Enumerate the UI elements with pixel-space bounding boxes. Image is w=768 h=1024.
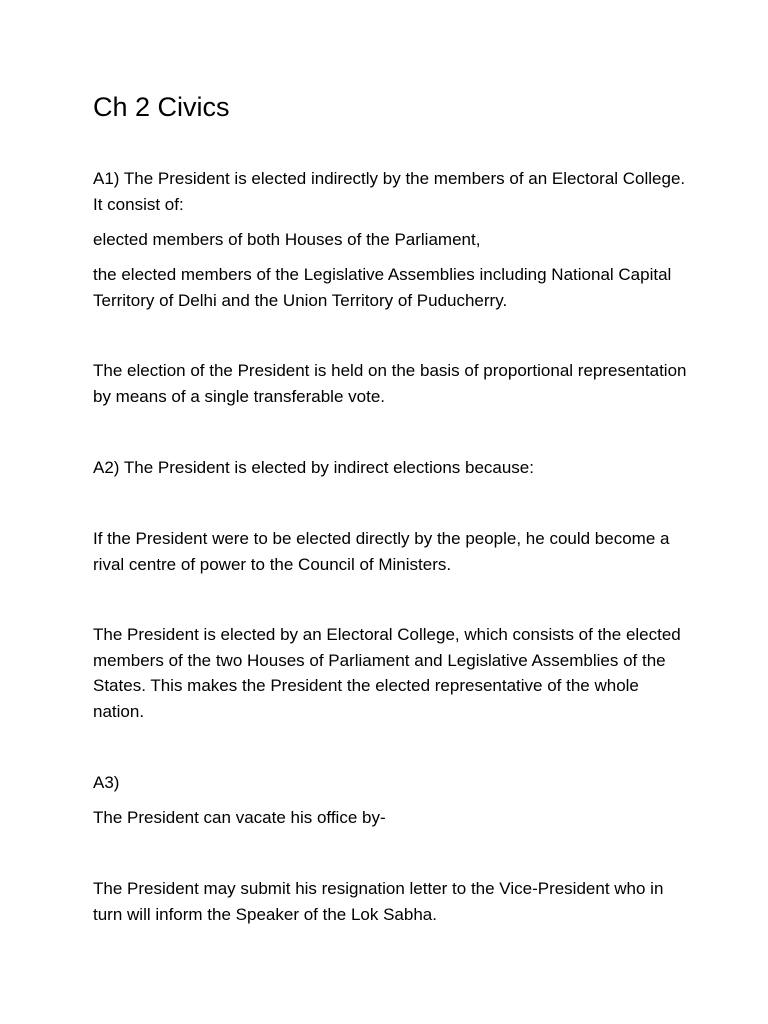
paragraph-a2-heading: A2) The President is elected by indirect elections because: [93, 458, 534, 477]
paragraph-electoral-college: The President is elected by an Electoral College, which consists of the elected members of the two Houses of Parliament and Legislative Assemblies of the States. This makes the President the elected representative of the whole nation. [93, 625, 681, 721]
paragraph-parliament-members: elected members of both Houses of the Parliament, [93, 230, 481, 249]
paragraph-legislative-assemblies: the elected members of the Legislative Assemblies including National Capital Territory of Delhi and the Union Territory of Puducherry. [93, 265, 672, 310]
paragraph-vacate-office: The President can vacate his office by- [93, 808, 386, 827]
paragraph-a3-heading: A3) [93, 773, 120, 792]
paragraph-rival-centre: If the President were to be elected directly by the people, he could become a rival centre of power to the Council of Ministers. [93, 529, 670, 574]
paragraph-proportional-representation: The election of the President is held on the basis of proportional representation by means of a single transferable vote. [93, 361, 687, 406]
paragraph-a1-intro: A1) The President is elected indirectly by the members of an Electoral College. It consist of: [93, 169, 686, 214]
paragraph-resignation: The President may submit his resignation letter to the Vice-President who in turn will inform the Speaker of the Lok Sabha. [93, 879, 664, 924]
page-title: Ch 2 Civics [93, 92, 230, 122]
